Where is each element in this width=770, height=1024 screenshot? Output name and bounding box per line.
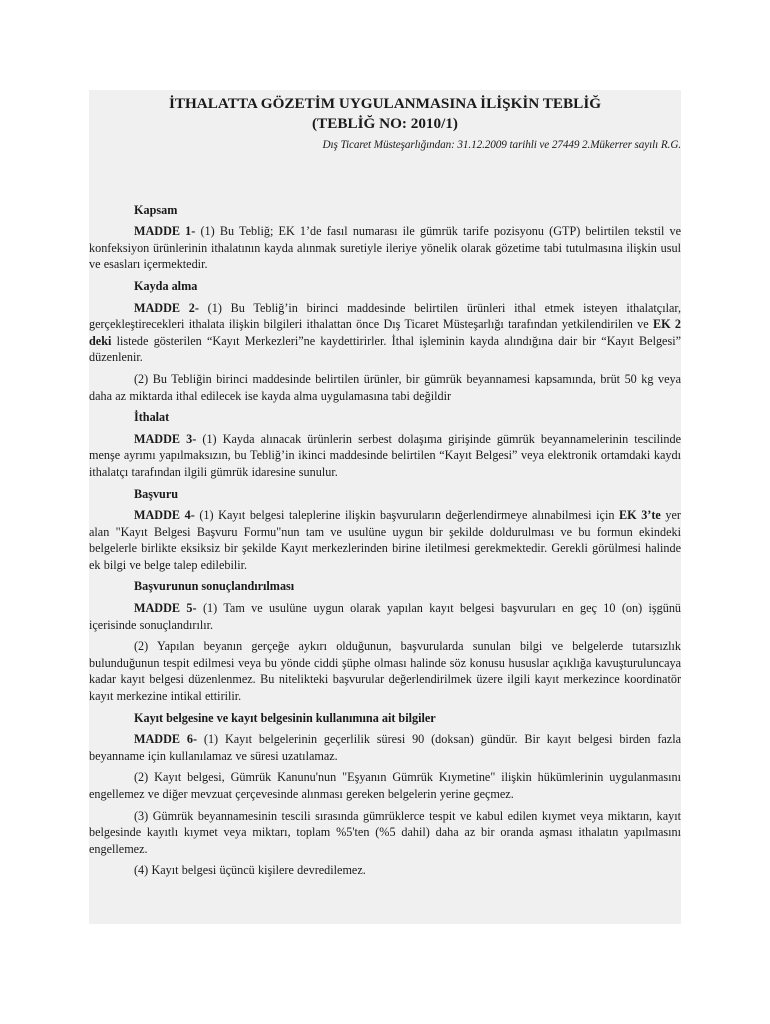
article-label: MADDE 6- — [134, 732, 198, 747]
article-6-paragraph-1 — [89, 731, 681, 764]
paragraph-text: (1) Kayıt belgelerinin geçerlilik süresi 90 (doksan) gündür. Bir kayıt belgesi birden fazla beyanname için kullanılamaz ve süresi uzatılamaz. — [89, 732, 681, 763]
article-1-paragraph-1 — [89, 223, 681, 273]
document-page — [89, 90, 681, 924]
paragraph-text: listede gösterilen “Kayıt Merkezleri”ne kaydettirirler. İthal işleminin kayda alındığına dair bir “Kayıt Belgesi” düzenlenir. — [89, 333, 681, 365]
section-heading-basvuru: Başvuru — [134, 486, 179, 501]
article-label: MADDE 1- — [134, 224, 196, 239]
article-label: MADDE 3- — [134, 431, 197, 446]
article-5-paragraph-2: (2) Yapılan beyanın gerçeğe aykırı olduğunun, başvurularda sunulan bilgi ve belgelerde tutarsızlık bulunduğunun tespit edilmesi veya bu yönde ciddi şüphe olması halinde söz konusu hususlar açıklığa kavuşturuluncaya kadar kayıt belgesi düzenlenmez. Bu nitelikteki başvurular değerlendirilmek üzere ilgili kayıt merkezince koordinatör kayıt merkezine intikal ettirilir. — [89, 639, 681, 704]
section-heading-sonuclandirma: Başvurunun sonuçlandırılması — [134, 579, 295, 594]
section-heading-ithalat: İthalat — [134, 410, 170, 425]
paragraph-text: (1) Bu Tebliğ; EK 1’de fasıl numarası ile gümrük tarife pozisyonu (GTP) belirtilen tekstil ve konfeksiyon ürünlerinin ithalatının kayda alınmak suretiyle ileriye yönelik olarak gözetime tabi tutulmasına ilişkin usul ve esasları içermektedir. — [89, 224, 681, 272]
article-label: MADDE 2- — [134, 300, 199, 315]
section-heading-kayda-alma: Kayda alma — [134, 278, 198, 293]
article-label: MADDE 5- — [134, 601, 197, 616]
paragraph-text: yer alan "Kayıt Belgesi Başvuru Formu"nun tam ve usulüne uygun bir şekilde doldurulması ve bu formun ekindeki belgelerle birlikte eksiksiz bir şekilde Kayıt merkezlerinden birine iletilmesi gerekmektedir. Gerekli görülmesi halinde ek bilgi ve belge talep edilebilir. — [89, 508, 681, 572]
title-line-2: (TEBLİĞ NO: 2010/1) — [312, 115, 458, 132]
paragraph-text: (1) Tam ve usulüne uygun olarak yapılan kayıt belgesi başvuruları en geç 10 (on) işgünü içerisinde sonuçlandırılır. — [89, 601, 681, 632]
article-label: MADDE 4- — [134, 508, 195, 523]
section-heading-kapsam: Kapsam — [134, 202, 178, 217]
section-heading-kayit-belgesi: Kayıt belgesine ve kayıt belgesinin kullanımına ait bilgiler — [134, 710, 436, 725]
article-6-paragraph-3: (3) Gümrük beyannamesinin tescili sırasında gümrüklerce tespit ve kabul edilen kıymet veya miktarın, kayıt belgesinde kayıtlı kıymet veya miktarı, toplam %5'ten (%5 dahil) daha az bir oranda aşması ithalatın yapılmasını engellemez. — [89, 808, 681, 856]
article-4-paragraph-1 — [89, 507, 681, 573]
title-line-1: İTHALATTA GÖZETİM UYGULANMASINA İLİŞKİN TEBLİĞ — [168, 95, 602, 112]
article-6-paragraph-4: (4) Kayıt belgesi üçüncü kişilere devredilemez. — [134, 863, 366, 878]
article-6-paragraph-2: (2) Kayıt belgesi, Gümrük Kanunu'nun "Eşyanın Gümrük Kıymetine" ilişkin hükümlerinin uygulanmasını engellemez ve diğer mevzuat çerçevesinde alınması gereken belgelerin yerine geçmez. — [89, 770, 681, 801]
article-5-paragraph-1 — [89, 600, 681, 633]
annex-reference: EK 3’te — [619, 508, 661, 523]
paragraph-text: (1) Kayıt belgesi taleplerine ilişkin başvuruların değerlendirmeye alınabilmesi için — [194, 508, 620, 523]
document-content — [89, 94, 681, 879]
article-3-paragraph-1 — [89, 431, 681, 481]
paragraph-text: (1) Kayda alınacak ürünlerin serbest dolaşıma girişinde gümrük beyannamelerinin tescilinde menşe ayrımı yapılmaksızın, bu Tebliğ’in ikinci maddesinde belirtilen “Kayıt Belgesi” veya elektronik ortamdaki kaydı ithalatçı tarafından ilgili gümrük idaresine sunulur. — [89, 431, 681, 479]
paragraph-text: (1) Bu Tebliğ’in birinci maddesinde belirtilen ürünleri ithal etmek isteyen ithalatçılar, gerçekleştirecekleri ithalata ilişkin bilgileri ithalattan önce Dış Ticaret Müsteşarlığı tarafından yetkilendirilen ve — [89, 300, 681, 332]
publication-source: Dış Ticaret Müsteşarlığından: 31.12.2009 tarihli ve 27449 2.Mükerrer sayılı R.G. — [322, 139, 681, 151]
document-title — [89, 94, 681, 134]
article-2-paragraph-1 — [89, 300, 681, 366]
article-2-paragraph-2: (2) Bu Tebliğin birinci maddesinde belirtilen ürünler, bir gümrük beyannamesi kapsamında, brüt 50 kg veya daha az miktarda ithal edilecek ise kayda alma uygulamasına tabi değildir — [89, 371, 681, 403]
annex-reference: EK 2 deki — [89, 317, 681, 348]
